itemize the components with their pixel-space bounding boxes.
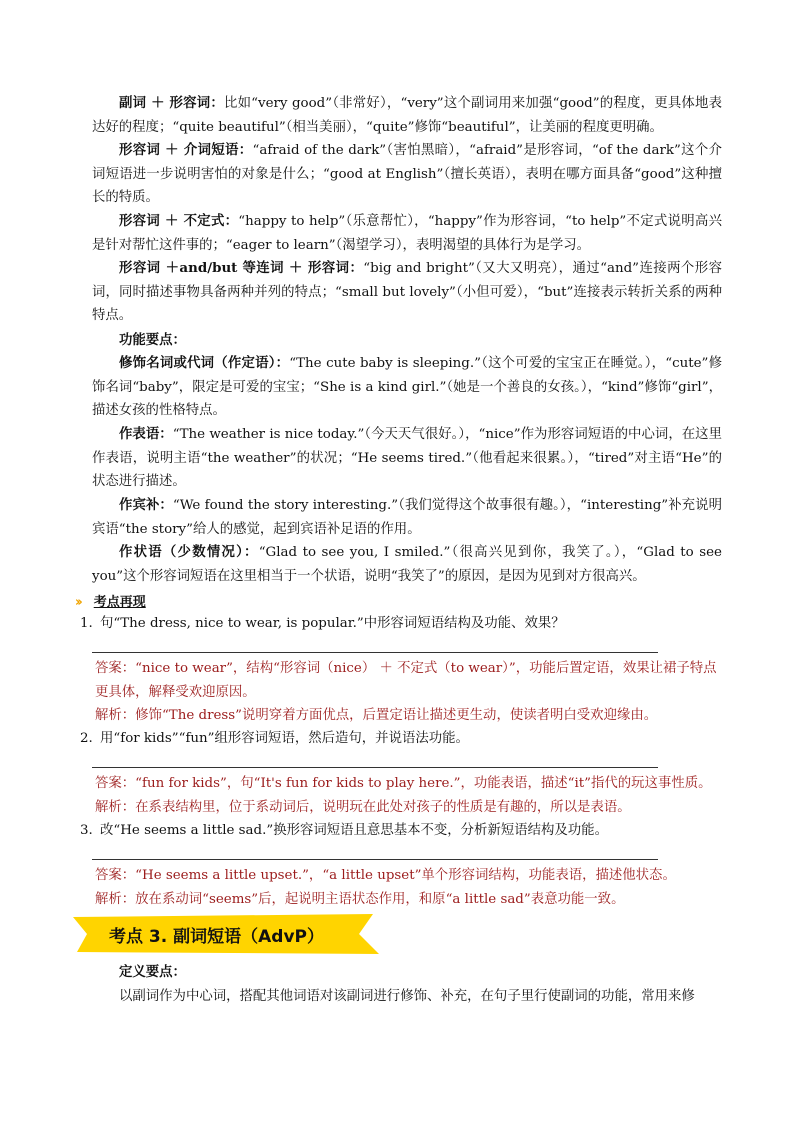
- paragraph-adjective-prep-phrase: [92, 139, 722, 210]
- paragraph-text: “We found the story interesting.”（我们觉得这个故事很有趣。），“interesting”补充说明宾语“the story”给人的感觉，起到宾语补足语的作用。: [92, 498, 723, 537]
- paragraph-text: “Glad to see you, I smiled.”（很高兴见到你，我笑了。），“Glad to see you”这个形容词短语在这里相当于一个状语，说明“我笑了”的原因，是因为见到对方很高兴。: [92, 545, 722, 584]
- analysis-text: 解析：修饰“The dress”说明穿着方面优点，后置定语让描述更生动，使读者明白受欢迎缘由。: [95, 708, 658, 723]
- definition-text: 以副词作为中心词，搭配其他词语对该副词进行修饰、补充，在句子里行使副词的功能，常用来修: [119, 989, 695, 1004]
- paragraph-label: 修饰名词或代词（作定语）：: [119, 355, 290, 371]
- question-text: 改“He seems a little sad.”换形容词短语且意思基本不变，分析新短语结构及功能。: [100, 823, 608, 838]
- answer-text: 答案：“fun for kids”，句“It's fun for kids to play here.”，功能表语，描述“it”指代的玩这事性质。: [95, 776, 712, 791]
- paragraph-text: “big and bright”（又大又明亮），通过“and”连接两个形容词，同时描述事物具备两种并列的特点；“small but lovely”（小但可爱），“but”连接表示转折关系的两种特点。: [92, 261, 722, 324]
- paragraph-label: 形容词 ＋ 介词短语：: [119, 142, 253, 158]
- paragraph-text: 比如“very good”（非常好），“very”这个副词用来加强“good”的程度，更具体地表达好的程度；“quite beautiful”（相当美丽），“quite”修饰“beautiful”，让美丽的程度更明确。: [92, 96, 723, 135]
- answer-divider: [92, 767, 658, 768]
- question-text: 句“The dress, nice to wear, is popular.”中形容词短语结构及功能、效果？: [100, 616, 565, 631]
- paragraph-label: 作表语：: [119, 426, 173, 442]
- question-item: 2. 用“for kids”“fun”组形容词短语，然后造句，并说语法功能。: [80, 731, 469, 746]
- paragraph-label: 副词 ＋ 形容词：: [119, 95, 224, 111]
- function-heading: 功能要点：: [119, 332, 186, 348]
- paragraph-text: “The cute baby is sleeping.”（这个可爱的宝宝正在睡觉。），“cute”修饰名词“baby”，限定是可爱的宝宝；“She is a kind girl.”（她是一个善良的女孩。），“kind”修饰“girl”，描述女孩的性格特点。: [92, 356, 722, 419]
- paragraph-adverbial: [92, 541, 722, 588]
- answer-divider: [92, 652, 658, 653]
- question-text: 用“for kids”“fun”组形容词短语，然后造句，并说语法功能。: [100, 731, 469, 746]
- paragraph-label: 作状语（少数情况）：: [119, 544, 259, 560]
- answer-divider: [92, 859, 658, 860]
- definition-heading: 定义要点：: [119, 964, 186, 980]
- analysis-text: 解析：放在系动词“seems”后，起说明主语状态作用，和原“a little sad”表意功能一致。: [95, 892, 625, 907]
- paragraph-object-complement: [92, 494, 722, 541]
- paragraph-attributive: [92, 352, 722, 423]
- paragraph-adjective-infinitive: [92, 210, 722, 257]
- section-banner: [73, 914, 383, 954]
- double-chevron-icon: ››: [75, 595, 80, 610]
- analysis-text: 解析：在系表结构里，位于系动词后，说明玩在此处对孩子的性质是有趣的，所以是表语。: [95, 800, 631, 815]
- paragraph-adverb-adjective: [92, 92, 722, 139]
- answer-text: 答案：“He seems a little upset.”，“a little upset”单个形容词结构，功能表语，描述他状态。: [95, 868, 676, 883]
- paragraph-text: “happy to help”（乐意帮忙），“happy”作为形容词，“to help”不定式说明高兴是针对帮忙这件事的；“eager to learn”（渴望学习），表明渴望的具体行为是学习。: [92, 214, 722, 253]
- section-title: 考点 3. 副词短语（AdvP）: [109, 927, 324, 947]
- paragraph-adjective-conjunction: [92, 257, 722, 328]
- review-heading: ›› 考点再现: [75, 595, 146, 610]
- paragraph-label: 作宾补：: [119, 497, 173, 513]
- question-item: 1. 句“The dress, nice to wear, is popular.”中形容词短语结构及功能、效果？: [80, 616, 565, 631]
- paragraph-label: 形容词 ＋ 不定式：: [119, 213, 239, 229]
- paragraph-text: “afraid of the dark”（害怕黑暗），“afraid”是形容词，“of the dark”这个介词短语进一步说明害怕的对象是什么；“good at English”（擅长英语），表明在哪方面具备“good”这种擅长的特质。: [92, 143, 722, 206]
- question-item: 3. 改“He seems a little sad.”换形容词短语且意思基本不变，分析新短语结构及功能。: [80, 823, 608, 838]
- answer-text: 答案：“nice to wear”，结构“形容词（nice） ＋ 不定式（to wear）”，功能后置定语，效果让裙子特点更具体，解释受欢迎原因。: [95, 661, 717, 700]
- paragraph-text: “The weather is nice today.”（今天天气很好。），“nice”作为形容词短语的中心词，在这里作表语，说明主语“the weather”的状况；“He seems tired.”（他看起来很累。），“tired”对主语“He”的状态进行描述。: [92, 427, 722, 490]
- paragraph-predicative: [92, 423, 722, 494]
- paragraph-label: 形容词 ＋and/but 等连词 ＋ 形容词：: [119, 260, 364, 276]
